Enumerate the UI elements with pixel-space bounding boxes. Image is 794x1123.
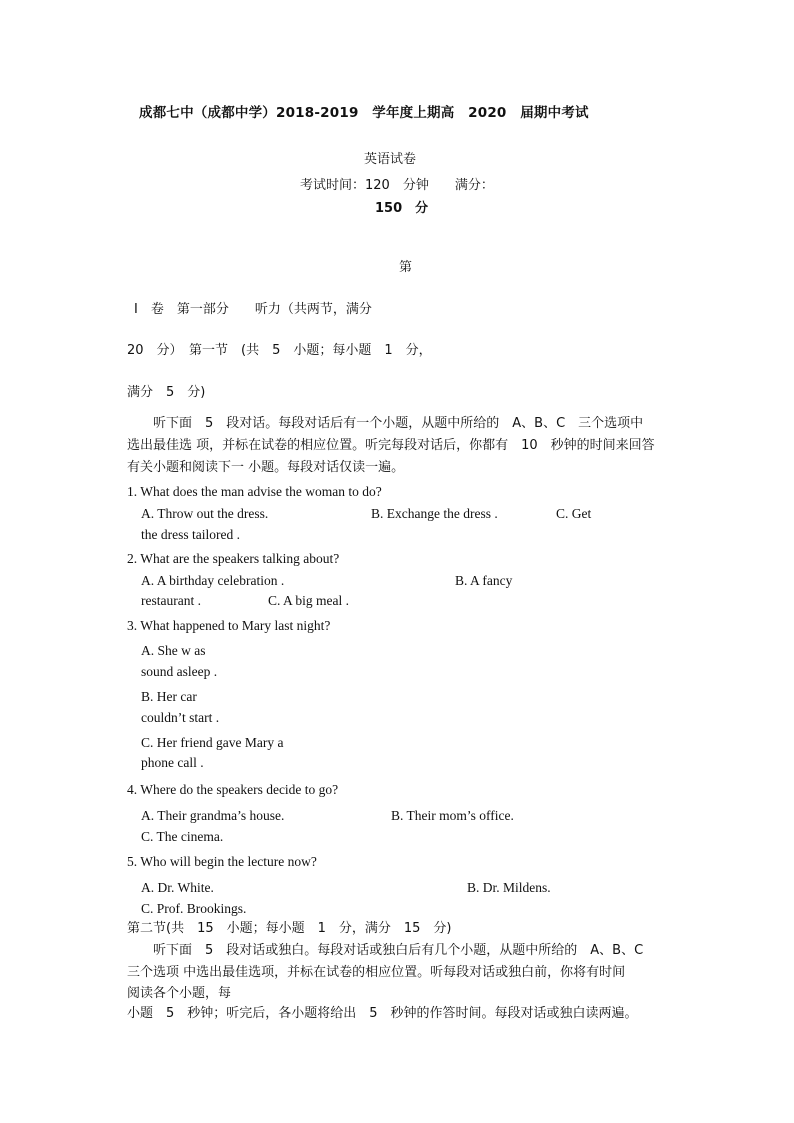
option-a: A. A birthday celebration .	[141, 573, 285, 588]
option-c-continuation: phone call .	[141, 755, 204, 770]
subject-title: 英语试卷	[364, 152, 417, 167]
part1-heading-line2: 20 分） 第一节 (共 5 小题；每小题 1 分，	[127, 343, 432, 358]
option-b: B. A fancy	[455, 573, 513, 588]
full-score: 150 分	[375, 201, 429, 216]
section1-instruction-line: 选出最佳选 项，并标在试卷的相应位置。听完每段对话后，你都有 10 秒钟的时间来回答	[127, 438, 655, 453]
option-a: A. Throw out the dress.	[141, 506, 269, 521]
section2-heading: 第二节(共 15 小题；每小题 1 分，满分 15 分)	[127, 921, 452, 936]
exam-time: 考试时间：120 分钟 满分：	[300, 178, 494, 193]
section1-instruction-line: 有关小题和阅读下一 小题。每段对话仅读一遍。	[127, 460, 405, 475]
option-a: A. Dr. White.	[141, 880, 214, 895]
section2-instruction-line: 三个选项 中选出最佳选项，并标在试卷的相应位置。听每段对话或独白前，你将有时间	[127, 965, 626, 980]
option-c: C. The cinema.	[141, 829, 224, 844]
option-b-continuation: couldn’t start .	[141, 710, 220, 725]
option-c: C. Her friend gave Mary a	[141, 735, 284, 750]
option-b: B. Exchange the dress .	[371, 506, 498, 521]
option-a: A. Their grandma’s house.	[141, 808, 285, 823]
section2-instruction-line: 阅读各个小题，每	[127, 986, 232, 1001]
section1-instruction-line: 听下面 5 段对话。每段对话后有一个小题，从题中所给的 A、B、C 三个选项中	[127, 416, 644, 431]
option-c: C. A big meal .	[268, 593, 349, 608]
part1-heading-line3: 满分 5 分)	[127, 385, 206, 400]
option-b-continuation: restaurant .	[141, 593, 201, 608]
question-stem: 5. Who will begin the lecture now?	[127, 854, 317, 869]
option-a: A. She w as	[141, 643, 206, 658]
option-c-continuation: the dress tailored .	[141, 527, 240, 542]
option-b: B. Their mom’s office.	[391, 808, 514, 823]
section2-instruction-line: 听下面 5 段对话或独白。每段对话或独白后有几个小题，从题中所给的 A、B、C	[127, 943, 644, 958]
section2-instruction-line: 小题 5 秒钟；听完后，各小题将给出 5 秒钟的作答时间。每段对话或独白读两遍。	[127, 1006, 638, 1021]
option-c: C. Prof. Brookings.	[141, 901, 247, 916]
exam-title: 成都七中（成都中学）2018-2019 学年度上期高 2020 届期中考试	[139, 105, 589, 121]
option-b: B. Her car	[141, 689, 197, 704]
option-a-continuation: sound asleep .	[141, 664, 218, 679]
part1-heading-line1: Ⅰ 卷 第一部分 听力（共两节，满分	[134, 302, 372, 317]
question-stem: 4. Where do the speakers decide to go?	[127, 782, 339, 797]
option-b: B. Dr. Mildens.	[467, 880, 551, 895]
question-stem: 1. What does the man advise the woman to do?	[127, 484, 382, 499]
question-stem: 2. What are the speakers talking about?	[127, 551, 340, 566]
question-stem: 3. What happened to Mary last night?	[127, 618, 331, 633]
option-c: C. Get	[556, 506, 592, 521]
volume-marker: 第	[399, 260, 413, 275]
